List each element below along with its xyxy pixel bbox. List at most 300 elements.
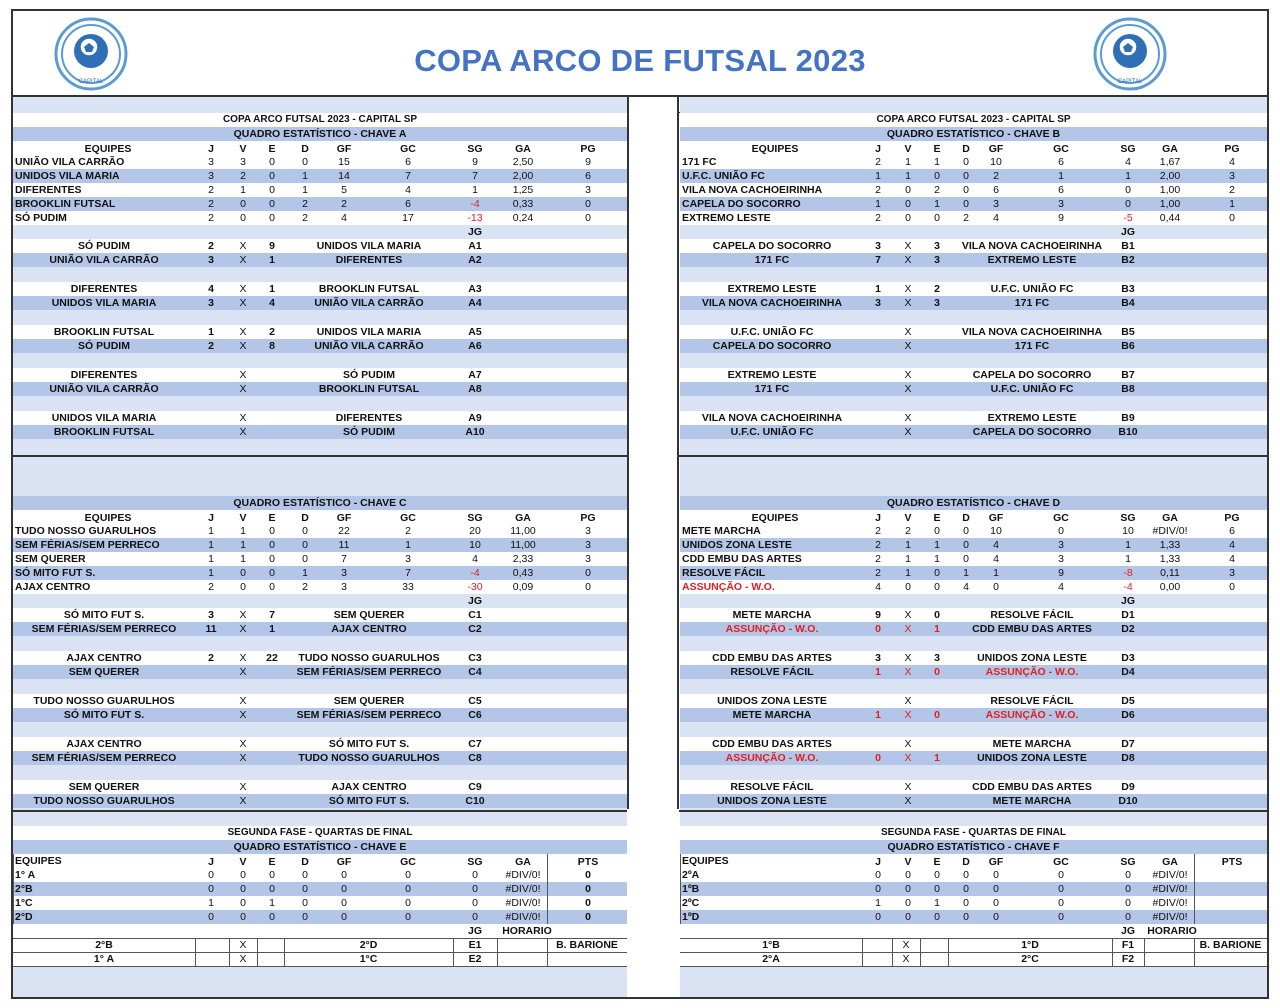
match-code: B10 xyxy=(1118,426,1138,438)
versus-label: X xyxy=(239,781,247,793)
away-slot: 2°C xyxy=(1021,953,1039,965)
stat-value: 3 xyxy=(405,553,411,565)
team-name: VILA NOVA CACHOEIRINHA xyxy=(682,184,823,196)
grid-line xyxy=(680,966,1267,967)
home-team: EXTREMO LESTE xyxy=(727,283,817,295)
stat-value: 6 xyxy=(585,170,591,182)
stat-value: 0 xyxy=(963,553,969,565)
match-code: B8 xyxy=(1121,383,1135,395)
stat-value: 22 xyxy=(338,525,350,537)
match-code: D10 xyxy=(1118,795,1138,807)
home-score xyxy=(863,339,893,353)
home-score xyxy=(863,694,893,708)
home-score: 3 xyxy=(208,254,214,266)
stat-value: #DIV/0! xyxy=(505,883,541,895)
match-code: F2 xyxy=(1121,953,1135,965)
home-team: UNIDOS ZONA LESTE xyxy=(717,695,827,707)
away-score: 3 xyxy=(934,652,940,664)
stat-value: 11 xyxy=(338,539,350,551)
match-code: A5 xyxy=(468,326,482,338)
stat-value: 14 xyxy=(338,170,350,182)
stat-value: 1 xyxy=(302,170,308,182)
stat-value: 6 xyxy=(993,184,999,196)
stat-value: 7 xyxy=(341,553,347,565)
stat-value: 0 xyxy=(934,883,940,895)
stat-value: 3 xyxy=(585,553,591,565)
home-score: 1 xyxy=(875,709,881,721)
column-header: V xyxy=(904,512,912,524)
column-header: D xyxy=(301,856,309,868)
jg-label: JG xyxy=(1120,226,1135,238)
stat-value: 0 xyxy=(963,911,969,923)
group-subheading: QUADRO ESTATÍSTICO - CHAVE E xyxy=(233,841,407,853)
stat-value: 0 xyxy=(240,883,246,895)
away-team: UNIÃO VILA CARRÃO xyxy=(314,340,424,352)
versus-label: X xyxy=(904,326,912,338)
stat-value: 4 xyxy=(1229,553,1235,565)
stat-value: 4 xyxy=(993,553,999,565)
stat-value: 7 xyxy=(405,567,411,579)
right-logo xyxy=(1093,17,1167,91)
grid-line xyxy=(497,938,498,952)
away-score: 2 xyxy=(269,326,275,338)
away-score: 3 xyxy=(934,254,940,266)
away-slot: 1°C xyxy=(359,953,378,965)
column-header: GF xyxy=(336,856,352,868)
away-team: SEM FÉRIAS/SEM PERRECO xyxy=(296,666,442,678)
column-header: E xyxy=(268,143,276,155)
match-code: A10 xyxy=(465,426,485,438)
stat-value: 1,00 xyxy=(1159,184,1181,196)
stat-value: 0 xyxy=(240,869,246,881)
home-score: 1 xyxy=(208,326,214,338)
away-team: 171 FC xyxy=(1014,340,1050,352)
stat-value: 0 xyxy=(472,911,478,923)
stat-value: -5 xyxy=(1123,212,1133,224)
stat-value: 0 xyxy=(1058,897,1064,909)
column-header: GA xyxy=(1162,143,1178,155)
home-score: 3 xyxy=(208,609,214,621)
stat-value: 0 xyxy=(1125,897,1131,909)
versus-label: X xyxy=(239,738,247,750)
match-code: B3 xyxy=(1121,283,1135,295)
stat-value: 6 xyxy=(1229,525,1235,537)
stat-value: 2 xyxy=(208,184,214,196)
stat-value: 0 xyxy=(341,869,347,881)
versus-label: X xyxy=(239,795,247,807)
stat-value: 2 xyxy=(208,581,214,593)
stat-value xyxy=(1202,896,1262,910)
column-header: GC xyxy=(1053,143,1069,155)
away-score: 4 xyxy=(269,297,275,309)
versus-label: X xyxy=(904,426,912,438)
phase-heading: SEGUNDA FASE - QUARTAS DE FINAL xyxy=(227,827,413,838)
away-score: 8 xyxy=(269,340,275,352)
stat-value: 4 xyxy=(1125,156,1131,168)
phase-heading: SEGUNDA FASE - QUARTAS DE FINAL xyxy=(880,827,1066,838)
team-name: BROOKLIN FUTSAL xyxy=(15,198,116,210)
group-heading: COPA ARCO FUTSAL 2023 - CAPITAL SP xyxy=(876,114,1071,125)
match-code: C3 xyxy=(468,652,482,664)
stat-value: 2 xyxy=(240,170,246,182)
versus-label: X xyxy=(904,738,912,750)
stat-value: 1 xyxy=(208,553,214,565)
stat-value: 0 xyxy=(472,897,478,909)
stat-value: 1 xyxy=(875,897,881,909)
stat-value: 2 xyxy=(875,553,881,565)
away-score: 3 xyxy=(934,297,940,309)
stat-value: 0 xyxy=(208,869,214,881)
stat-value: 2 xyxy=(875,567,881,579)
horario-label: HORARIO xyxy=(502,925,552,937)
stat-value: -8 xyxy=(1123,567,1133,579)
home-score xyxy=(863,737,893,751)
team-name: SÓ MITO FUT S. xyxy=(15,567,96,579)
stat-value: 4 xyxy=(1229,156,1235,168)
home-team: 171 FC xyxy=(754,254,790,266)
home-score: 2 xyxy=(208,340,214,352)
stat-value: 9 xyxy=(585,156,591,168)
home-score xyxy=(196,411,226,425)
home-slot: 1° A xyxy=(93,953,115,965)
group-subheading: QUADRO ESTATÍSTICO - CHAVE F xyxy=(887,841,1060,853)
match-code: B7 xyxy=(1121,369,1135,381)
venue: B. BARIONE xyxy=(1199,939,1262,951)
stat-value: 3 xyxy=(1229,567,1235,579)
stat-value: 0 xyxy=(341,897,347,909)
grid-line xyxy=(920,952,921,966)
stat-value: 3 xyxy=(1058,539,1064,551)
stat-value: 0 xyxy=(905,883,911,895)
home-team: SEM FÉRIAS/SEM PERRECO xyxy=(31,623,177,635)
column-header: PG xyxy=(580,143,596,155)
stat-value: 0 xyxy=(905,911,911,923)
stat-value: #DIV/0! xyxy=(505,869,541,881)
stat-value: 2 xyxy=(993,170,999,182)
stat-value: 6 xyxy=(1058,156,1064,168)
home-score xyxy=(863,794,893,808)
stat-value: 0 xyxy=(1058,525,1064,537)
home-score xyxy=(863,325,893,339)
match-code: C5 xyxy=(468,695,482,707)
away-team: SÓ MITO FUT S. xyxy=(328,738,410,750)
home-team: TUDO NOSSO GUARULHOS xyxy=(33,695,175,707)
match-code: B1 xyxy=(1121,240,1135,252)
match-code: A8 xyxy=(468,383,482,395)
stat-value: 0,11 xyxy=(1160,567,1180,579)
home-team: 171 FC xyxy=(754,383,790,395)
away-score: 1 xyxy=(269,254,275,266)
column-header: V xyxy=(239,143,247,155)
away-team: DIFERENTES xyxy=(335,412,403,424)
home-team: ASSUNÇÃO - W.O. xyxy=(725,623,819,635)
home-team: SÓ MITO FUT S. xyxy=(63,709,145,721)
stat-value: 2 xyxy=(1229,184,1235,196)
home-team: SÓ PUDIM xyxy=(78,240,130,252)
stat-value: 0 xyxy=(240,911,246,923)
stat-value: 2 xyxy=(875,212,881,224)
stat-value: 2 xyxy=(875,156,881,168)
away-team: SEM FÉRIAS/SEM PERRECO xyxy=(296,709,442,721)
home-score xyxy=(196,751,226,765)
away-team: AJAX CENTRO xyxy=(331,781,407,793)
home-team: SEM QUERER xyxy=(68,666,140,678)
away-team: DIFERENTES xyxy=(335,254,403,266)
home-team: METE MARCHA xyxy=(732,609,812,621)
stat-value: 0 xyxy=(269,581,275,593)
home-team: U.F.C. UNIÃO FC xyxy=(730,426,814,438)
jg-label: JG xyxy=(467,595,482,607)
page-title: COPA ARCO DE FUTSAL 2023 xyxy=(414,43,866,78)
home-score: 0 xyxy=(875,623,881,635)
stat-value: 1 xyxy=(302,567,308,579)
stat-value: 0 xyxy=(905,212,911,224)
stat-value: 0 xyxy=(963,869,969,881)
stat-value: 4 xyxy=(1229,539,1235,551)
stat-value: 0 xyxy=(963,525,969,537)
team-name: AJAX CENTRO xyxy=(15,581,91,593)
stat-value: -4 xyxy=(470,198,480,210)
column-header: PG xyxy=(1224,512,1240,524)
column-header-teams: EQUIPES xyxy=(751,143,799,155)
stat-value: 10 xyxy=(990,525,1002,537)
home-score xyxy=(196,665,226,679)
stat-value: 0 xyxy=(405,883,411,895)
stat-value: 0 xyxy=(269,911,275,923)
stat-value: 17 xyxy=(402,212,414,224)
versus-label: X xyxy=(904,695,912,707)
venue: B. BARIONE xyxy=(556,939,618,951)
stat-value: 4 xyxy=(405,184,411,196)
versus-label: X xyxy=(239,953,247,965)
column-header: SG xyxy=(467,143,483,155)
stat-value: 1 xyxy=(963,567,969,579)
versus-label: X xyxy=(239,609,247,621)
stat-value: 3 xyxy=(341,581,347,593)
away-team: UNIDOS ZONA LESTE xyxy=(977,652,1087,664)
versus-label: X xyxy=(904,283,912,295)
stat-value: 6 xyxy=(405,198,411,210)
versus-label: X xyxy=(904,666,912,678)
column-header: E xyxy=(268,856,276,868)
home-score xyxy=(863,382,893,396)
stat-value: 0 xyxy=(269,883,275,895)
stat-value: 1 xyxy=(1229,198,1235,210)
versus-label: X xyxy=(904,383,912,395)
stat-value: 20 xyxy=(469,525,481,537)
stat-value: 4 xyxy=(963,581,969,593)
group-subheading: QUADRO ESTATÍSTICO - CHAVE A xyxy=(233,128,407,140)
match-code: C7 xyxy=(468,738,482,750)
stat-value: 0 xyxy=(1058,869,1064,881)
stat-value: 0 xyxy=(208,883,214,895)
column-header: GC xyxy=(400,143,416,155)
stat-value: 0 xyxy=(302,897,308,909)
stat-value: 0 xyxy=(240,212,246,224)
column-header: GF xyxy=(336,512,352,524)
home-score xyxy=(196,780,226,794)
stat-value: 0 xyxy=(405,897,411,909)
stat-value: 1,00 xyxy=(1159,198,1181,210)
team-name: UNIDOS ZONA LESTE xyxy=(682,539,792,551)
stat-value: 0 xyxy=(875,883,881,895)
header xyxy=(13,11,1267,97)
versus-label: X xyxy=(239,340,247,352)
column-header: GC xyxy=(400,856,416,868)
away-team: SÓ PUDIM xyxy=(343,369,395,381)
stat-value: 1 xyxy=(905,567,911,579)
stat-value: 7 xyxy=(472,170,478,182)
venue xyxy=(547,952,627,966)
versus-label: X xyxy=(239,383,247,395)
stat-value: 2 xyxy=(963,212,969,224)
stat-value: 0 xyxy=(269,525,275,537)
stat-value: -13 xyxy=(467,212,483,224)
column-header: E xyxy=(933,143,941,155)
stat-value: 0 xyxy=(269,156,275,168)
stat-value: 1,33 xyxy=(1159,539,1181,551)
column-header: J xyxy=(875,512,881,524)
stat-value: -4 xyxy=(1123,581,1133,593)
stat-value: 1 xyxy=(934,897,940,909)
stat-value: 3 xyxy=(1229,170,1235,182)
home-team: SÓ MITO FUT S. xyxy=(63,609,145,621)
home-team: AJAX CENTRO xyxy=(66,652,142,664)
column-header: V xyxy=(239,856,247,868)
grid-line xyxy=(862,952,863,966)
stat-value: 1 xyxy=(1125,553,1131,565)
stat-value: 0 xyxy=(934,567,940,579)
stat-value: 2 xyxy=(302,212,308,224)
versus-label: X xyxy=(239,666,247,678)
match-code: C4 xyxy=(468,666,482,678)
home-team: DIFERENTES xyxy=(70,283,138,295)
stat-value: 9 xyxy=(472,156,478,168)
stat-value: 0 xyxy=(585,567,591,579)
match-code: C10 xyxy=(465,795,485,807)
match-code: A3 xyxy=(468,283,482,295)
away-team: RESOLVE FÁCIL xyxy=(990,695,1074,707)
home-score: 2 xyxy=(208,652,214,664)
versus-label: X xyxy=(904,340,912,352)
stat-value: 3 xyxy=(585,525,591,537)
stat-value: 0 xyxy=(341,883,347,895)
away-score: 9 xyxy=(269,240,275,252)
match-code: C6 xyxy=(468,709,482,721)
horario-label: HORARIO xyxy=(1147,925,1197,937)
stat-value: 2 xyxy=(208,198,214,210)
stat-value: 1 xyxy=(208,539,214,551)
stat-value: -30 xyxy=(467,581,483,593)
stat-value: 1 xyxy=(875,198,881,210)
stat-value: #DIV/0! xyxy=(1152,525,1188,537)
stat-value: 11,00 xyxy=(510,525,536,537)
stat-value: 1 xyxy=(934,553,940,565)
grid-line xyxy=(680,854,681,924)
stat-value: 4 xyxy=(341,212,347,224)
team-name: 2°B xyxy=(15,883,33,895)
home-team: SÓ PUDIM xyxy=(78,340,130,352)
stat-value: 1 xyxy=(208,897,214,909)
stat-value: 0 xyxy=(1125,184,1131,196)
stat-value: 1,33 xyxy=(1159,553,1181,565)
versus-label: X xyxy=(239,695,247,707)
home-score: 3 xyxy=(875,240,881,252)
versus-label: X xyxy=(239,652,247,664)
versus-label: X xyxy=(239,426,247,438)
away-score: 2 xyxy=(934,283,940,295)
stat-value: 0 xyxy=(963,156,969,168)
away-score: 0 xyxy=(934,709,940,721)
stat-value: 2,00 xyxy=(1159,170,1181,182)
away-team: CAPELA DO SOCORRO xyxy=(972,369,1092,381)
stat-value: 0 xyxy=(993,869,999,881)
versus-label: X xyxy=(239,283,247,295)
away-team: UNIDOS VILA MARIA xyxy=(316,240,422,252)
stat-value: 0 xyxy=(1125,198,1131,210)
stat-value: 4 xyxy=(875,581,881,593)
column-header: SG xyxy=(1120,512,1136,524)
column-header: GC xyxy=(1053,856,1069,868)
home-score xyxy=(863,780,893,794)
stat-value: 4 xyxy=(993,212,999,224)
stat-value xyxy=(1202,882,1262,896)
column-header-teams: EQUIPES xyxy=(751,512,799,524)
stat-value: 0 xyxy=(993,581,999,593)
home-score xyxy=(196,368,226,382)
team-name: TUDO NOSSO GUARULHOS xyxy=(15,525,157,537)
stat-value: 1 xyxy=(240,525,246,537)
team-name: 1ºD xyxy=(682,911,700,923)
home-score xyxy=(196,694,226,708)
column-header: E xyxy=(933,512,941,524)
away-team: BROOKLIN FUTSAL xyxy=(318,283,420,295)
column-header: PTS xyxy=(1221,856,1243,868)
stat-value: 4 xyxy=(993,539,999,551)
stat-value: 9 xyxy=(1058,212,1064,224)
stat-value: 2 xyxy=(208,212,214,224)
stat-value: 0 xyxy=(269,553,275,565)
away-score: 0 xyxy=(934,666,940,678)
column-header: GA xyxy=(515,143,531,155)
match-code: B6 xyxy=(1121,340,1135,352)
stat-value: #DIV/0! xyxy=(1152,911,1188,923)
away-team: SEM QUERER xyxy=(333,609,405,621)
away-score: 0 xyxy=(934,609,940,621)
away-team: UNIDOS VILA MARIA xyxy=(316,326,422,338)
column-header: D xyxy=(301,143,309,155)
match-code: A6 xyxy=(468,340,482,352)
column-header: D xyxy=(962,512,970,524)
match-code: D1 xyxy=(1121,609,1135,621)
home-slot: 2°B xyxy=(95,939,113,951)
stat-value: 0 xyxy=(302,553,308,565)
stat-value: 0 xyxy=(963,198,969,210)
stat-value: 3 xyxy=(240,156,246,168)
home-team: BROOKLIN FUTSAL xyxy=(53,326,155,338)
stat-value: 0 xyxy=(472,883,478,895)
stat-value: 0 xyxy=(240,581,246,593)
stat-value: 3 xyxy=(208,156,214,168)
group-c-panel xyxy=(13,457,627,810)
stat-value: 0 xyxy=(963,170,969,182)
column-header: GA xyxy=(1162,512,1178,524)
stat-value: 0,24 xyxy=(512,212,534,224)
versus-label: X xyxy=(904,652,912,664)
grid-line xyxy=(1144,938,1145,952)
away-team: CAPELA DO SOCORRO xyxy=(972,426,1092,438)
stat-value: 9 xyxy=(1058,567,1064,579)
